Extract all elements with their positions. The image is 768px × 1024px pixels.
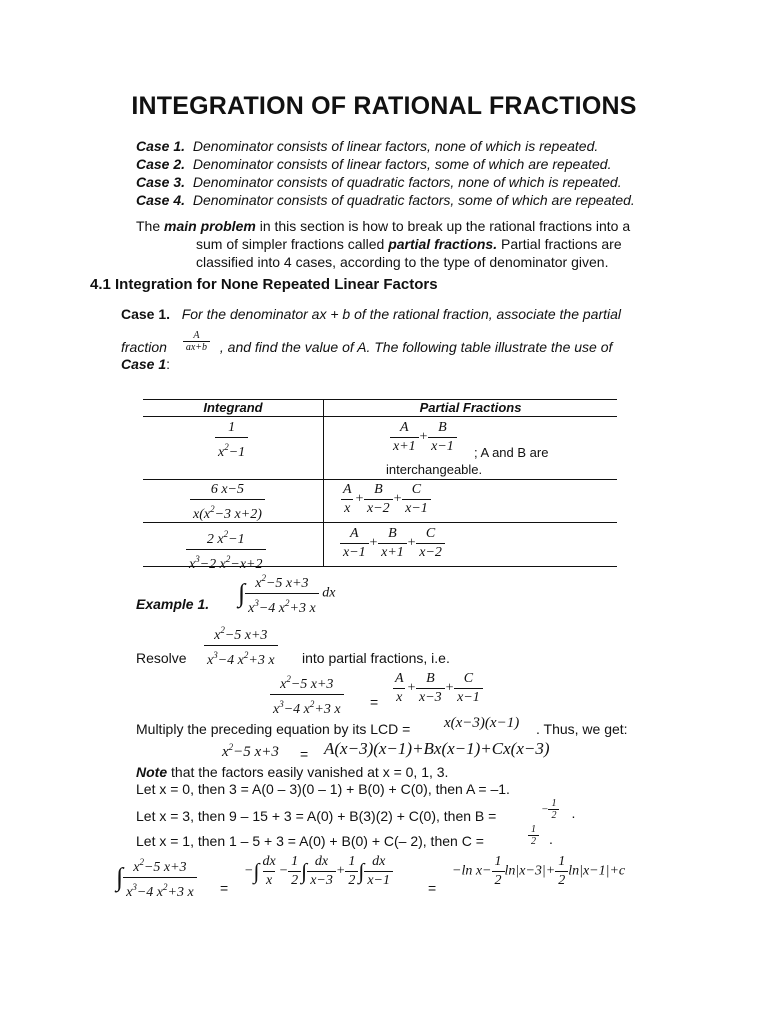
resolve-fraction: $\frac{x^2-5 x+3}{x^3-4 x^2+3 x}$ xyxy=(204,621,278,670)
table-note-2: interchangeable. xyxy=(386,462,483,477)
case1-line-1: Case 1. For the denominator ax + b of the rational fraction, associate the partial xyxy=(121,306,622,322)
case1-line-3: Case 1: xyxy=(121,356,171,372)
page-title: INTEGRATION OF RATIONAL FRACTIONS xyxy=(131,92,637,120)
decomposition-rhs: $\frac{A}{x}$ + $\frac{B}{x-3}$ + $\frac{C}{x-1}$ xyxy=(392,670,483,707)
note-line: Note that the factors easily vanished at x = 0, 1, 3. xyxy=(136,764,449,780)
b-value: − $\frac{1}{2}$ . xyxy=(541,798,576,821)
table-row-3-integrand: $\frac{2 x^2-1}{x^3-2 x^2-x+2}$ xyxy=(186,525,266,574)
case1-line-2: fraction $\frac{A}{ax+b}$ , and find the value of A. The following table illustrate the use of xyxy=(121,330,613,356)
lcd-expression: x(x−3)(x−1) xyxy=(444,715,520,731)
equals-sign-2: = xyxy=(300,746,309,762)
case-item-4: Case 4. Denominator consists of quadratic factors, some of which are repeated. xyxy=(136,192,635,208)
example-integral: ∫ $\frac{x^2-5 x+3}{x^3-4 x^2+3 x}$ dx xyxy=(238,573,336,616)
expanded-equation-rhs: A(x−3)(x−1)+Bx(x−1)+Cx(x−3) xyxy=(324,739,550,758)
equals-sign-4: = xyxy=(428,880,437,896)
table-row-2-integrand: $\frac{6 x-5}{x(x^2-3 x+2)}$ xyxy=(190,481,265,524)
equals-sign-3: = xyxy=(220,880,229,896)
table-row-2-partial: $\frac{A}{x}$ + $\frac{B}{x-2}$ + $\frac{C}{x-1}$ xyxy=(340,481,431,518)
let-x-3: Let x = 3, then 9 – 15 + 3 = A(0) + B(3)(2) + C(0), then B = xyxy=(136,808,497,824)
table-header-partial: Partial Fractions xyxy=(419,400,522,415)
table-header-rule xyxy=(143,416,617,417)
section-heading: 4.1 Integration for None Repeated Linear Factors xyxy=(90,276,438,293)
final-integral-middle: −∫ $\frac{dx}{x}$ − $\frac{1}{2}$ ∫ $\frac{dx}{x-3}$ + $\frac{1}{2}$ ∫ $\frac{dx}{x-1}$ xyxy=(244,853,393,890)
example-label: Example 1. xyxy=(136,596,210,612)
partial-fraction-template: $\frac{A}{ax+b}$ xyxy=(183,330,210,353)
table-header-integrand: Integrand xyxy=(203,400,263,415)
thus-text: . Thus, we get: xyxy=(536,721,628,737)
table-row-rule-1 xyxy=(143,479,617,480)
resolve-text: Resolve xyxy=(136,650,187,666)
c-value: $\frac{1}{2}$ . xyxy=(528,824,553,847)
table-row-3-partial: $\frac{A}{x-1}$ + $\frac{B}{x+1}$ + $\frac{C}{x-2}$ xyxy=(340,525,445,562)
let-x-1: Let x = 1, then 1 – 5 + 3 = A(0) + B(0) + C(– 2), then C = xyxy=(136,833,484,849)
let-x-0: Let x = 0, then 3 = A(0 – 3)(0 – 1) + B(0) + C(0), then A = –1. xyxy=(136,781,510,797)
case-item-2: Case 2. Denominator consists of linear factors, some of which are repeated. xyxy=(136,156,612,172)
intro-line-2: sum of simpler fractions called partial fractions. Partial fractions are xyxy=(196,236,622,252)
table-row-1-integrand: $\frac{1}{x^2-1}$ xyxy=(215,419,248,462)
into-text: into partial fractions, i.e. xyxy=(302,650,450,666)
final-integral-lhs: ∫ $\frac{x^2-5 x+3}{x^3-4 x^2+3 x}$ xyxy=(116,853,197,902)
expanded-equation-lhs: $x^2-5$ x+3 xyxy=(222,742,279,760)
decomposition-lhs: $\frac{x^2-5 x+3}{x^3-4 x^2+3 x}$ xyxy=(270,670,344,719)
case-item-1: Case 1. Denominator consists of linear factors, none of which is repeated. xyxy=(136,138,599,154)
final-integral-result: −ln x− $\frac{1}{2}$ ln|x−3|+ $\frac{1}{2}$ ln|x−1|+c xyxy=(452,854,626,888)
equals-sign: = xyxy=(370,694,379,710)
case-item-3: Case 3. Denominator consists of quadratic factors, none of which is repeated. xyxy=(136,174,622,190)
intro-line-3: classified into 4 cases, according to the type of denominator given. xyxy=(196,254,609,270)
table-column-divider xyxy=(323,399,324,566)
intro-line-1: The main problem in this section is how to break up the rational fractions into a xyxy=(136,218,631,234)
table-note: ; A and B are xyxy=(474,445,549,460)
multiply-text: Multiply the preceding equation by its LCD = xyxy=(136,721,411,737)
table-row-1-partial: $\frac{A}{x+1}$ + $\frac{B}{x-1}$ xyxy=(390,419,457,456)
